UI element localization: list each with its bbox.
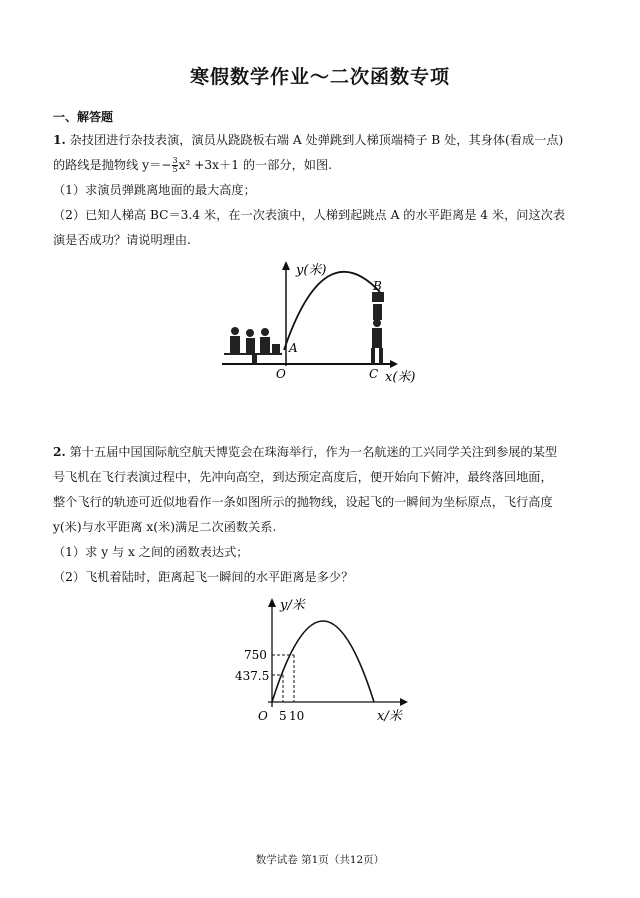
acrobat-1-head: [231, 327, 239, 335]
q1-number: 1.: [53, 133, 66, 147]
question-1: [53, 128, 593, 253]
page-footer: 数学试卷 第1页（共12页）: [255, 854, 385, 866]
figure-1: [222, 258, 432, 388]
acrobat-1: [230, 336, 240, 354]
fig1-human-ladder: [371, 292, 384, 364]
fig1-origin: O: [276, 367, 286, 381]
ladder-leg-left: [371, 348, 375, 364]
fig2-tick-437-5: 437.5: [235, 669, 270, 683]
ladder-person-2: [372, 328, 382, 348]
fig2-tick-10: 10: [289, 709, 305, 723]
q2-sub-1: （1）求 y 与 x 之间的函数表达式；: [53, 545, 249, 559]
section-heading: 一、解答题: [53, 110, 114, 124]
acrobat-at-a: [272, 344, 280, 354]
q2-line-1: [53, 440, 593, 465]
q1-frac-den: 5: [172, 165, 178, 174]
q1-line-1: [53, 128, 593, 153]
figure-2: [232, 595, 412, 730]
q1-sub-2a: （2）已知人梯高 BC＝3.4 米，在一次表演中，人梯到起跳点 A 的水平距离是 4 米，问这次表: [53, 208, 566, 222]
fig1-point-a: A: [289, 341, 298, 355]
q1-line-2: [53, 153, 593, 178]
fig2-x-label: x/米: [377, 709, 402, 724]
ladder-leg-right: [379, 348, 383, 364]
acrobat-2: [246, 338, 255, 354]
ladder-chair: [372, 292, 384, 302]
q1-sub-2b: 演是否成功？请说明理由.: [53, 233, 191, 247]
fig1-point-c: C: [369, 367, 379, 381]
page-title: 寒假数学作业～二次函数专项: [189, 66, 450, 88]
fig2-tick-5: 5: [279, 709, 287, 723]
q1-frac-num: 3: [172, 156, 178, 165]
q2-line-3: 整个飞行的轨迹可近似地看作一条如图所示的抛物线，设起飞的一瞬间为坐标原点，飞行高度: [53, 495, 553, 509]
question-2: [53, 440, 593, 590]
fig1-acrobats-left: [224, 327, 282, 364]
ladder-person-1: [373, 304, 382, 320]
q1-text-2a: 的路线是抛物线 y＝−: [53, 158, 172, 172]
fig1-x-arrow: [390, 360, 398, 368]
acrobat-3: [260, 337, 270, 354]
fig2-parabola: [272, 621, 374, 702]
q2-line-4: y(米)与水平距离 x(米)满足二次函数关系.: [53, 520, 277, 534]
q1-fraction: [172, 157, 177, 174]
q2-sub-2: （2）飞机着陆时，距离起飞一瞬间的水平距离是多少？: [53, 570, 354, 584]
q1-text-2b: x² +3x＋1 的一部分，如图.: [178, 158, 333, 172]
q2-number: 2.: [53, 445, 66, 459]
seesaw-pivot: [252, 354, 257, 364]
fig2-origin: O: [258, 709, 268, 723]
fig2-x-arrow: [400, 698, 408, 706]
fig2-y-label: y/米: [280, 598, 305, 613]
fig1-y-arrow: [282, 261, 290, 270]
q1-sub-1: （1）求演员弹跳离地面的最大高度；: [53, 183, 256, 197]
ladder-head: [373, 319, 381, 327]
fig2-y-arrow: [268, 598, 276, 607]
q1-text-1: 杂技团进行杂技表演，演员从跷跷板右端 A 处弹跳到人梯顶端椅子 B 处，其身体(看成一点): [69, 133, 564, 147]
fig1-x-label: x(米): [385, 370, 416, 385]
acrobat-2-head: [246, 329, 254, 337]
fig1-point-b: B: [373, 279, 382, 293]
acrobat-3-head: [261, 328, 269, 336]
q2-line-2: 号飞机在飞行表演过程中，先冲向高空，到达预定高度后，便开始向下俯冲，最终落回地面，: [53, 470, 553, 484]
fig1-parabola: [284, 272, 380, 350]
fig2-tick-750: 750: [244, 648, 267, 662]
q2-text-1: 第十五届中国国际航空航天博览会在珠海举行，作为一名航迷的工兴同学关注到参展的某型: [69, 445, 558, 459]
fig1-y-label: y(米): [296, 263, 327, 278]
